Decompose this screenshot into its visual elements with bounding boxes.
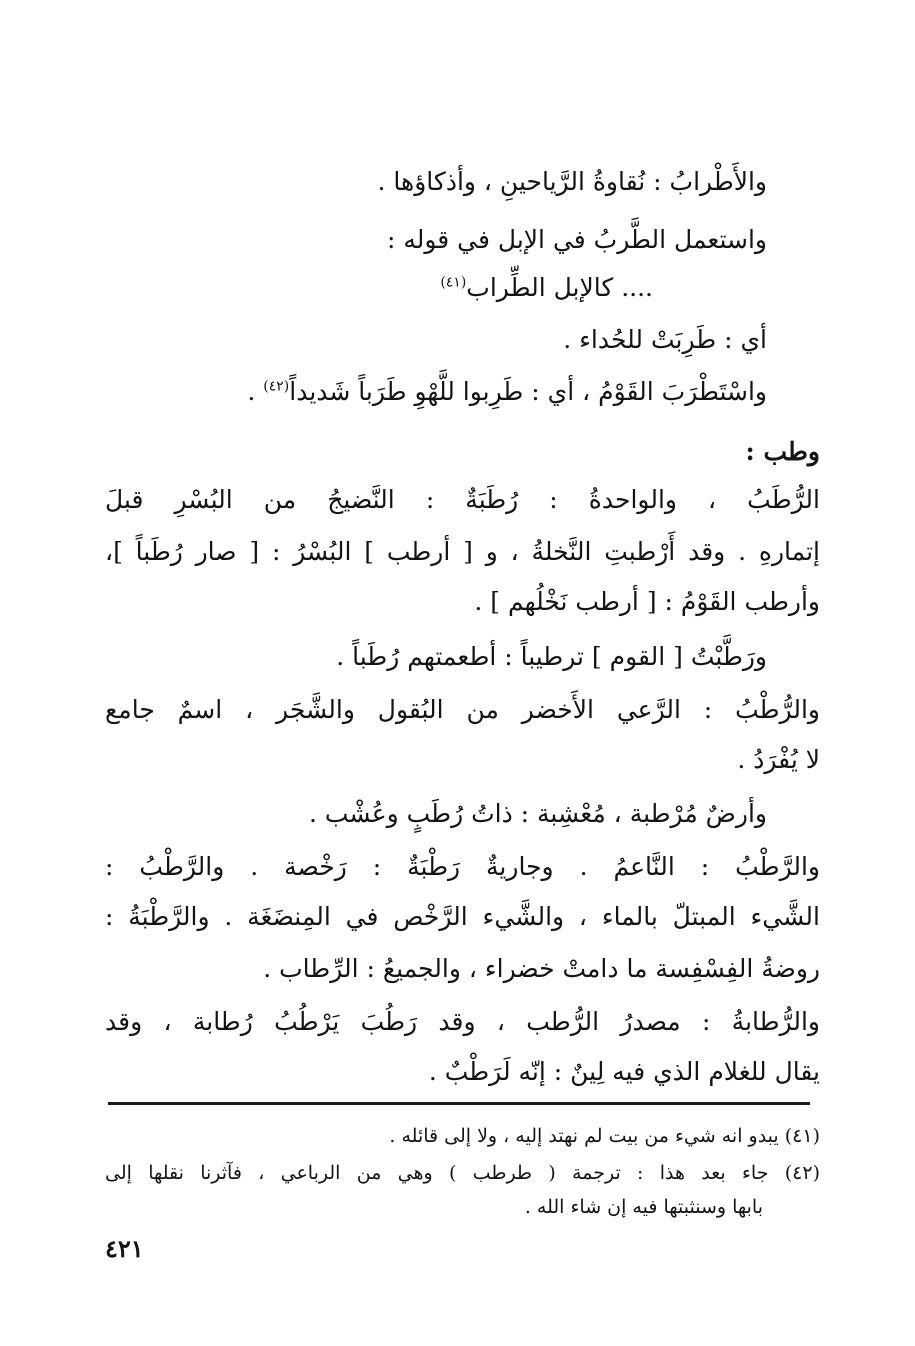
footnote-ref-41: (٤١)	[440, 274, 467, 291]
page-number: ٤٢١	[105, 1234, 144, 1263]
footnote-divider	[108, 1102, 810, 1105]
body-line-8: إتمارهِ . وقد أَرْطبتِ النَّخلةُ ، و [ أرطب ] البُسْرُ : [ صار رُطَباً ]،	[105, 537, 820, 566]
body-line-10: ورَطَّبْتُ [ القوم ] ترطيباً : أطعمتهم رُطَباً .	[336, 642, 767, 671]
body-line-2: واستعمل الطَّربُ في الإبل في قوله :	[386, 225, 767, 254]
body-line-7: الرُّطَبُ ، والواحدةُ : رُطَبَةٌ : النَّضيجُ من البُسْرِ قبلَ	[105, 485, 820, 514]
footnote-42-line-2: بابها وسنثبتها فيه إن شاء الله .	[524, 1196, 763, 1218]
body-line-14: والرَّطْبُ : النَّاعمُ . وجاريةٌ رَطْبَةٌ : رَخْصة . والرَّطْبُ :	[105, 852, 820, 881]
body-line-5-period: .	[247, 377, 256, 406]
footnote-42-line-1: (٤٢) جاء بعد هذا : ترجمة ( طرطب ) وهي من الرباعي ، فآثرنا نقلها إلى	[105, 1162, 820, 1184]
body-line-4: أي : طَرِبَتْ للحُداء .	[563, 325, 767, 354]
body-line-9: وأرطب القَوْمُ : [ أرطب نَخْلُهم ] .	[474, 587, 820, 616]
body-line-5-text: واسْتَطْرَبَ القَوْمُ ، أي : طَرِبوا للَّهْوِ طَرَباً شَديداً	[289, 377, 767, 406]
body-line-5	[107, 370, 767, 414]
body-line-1: والأَطْرابُ : نُقاوةُ الرَّياحينِ ، وأذكاؤها .	[377, 167, 767, 196]
footnote-41: (٤١) يبدو انه شيء من بيت لم نهتد إليه ، ولا إلى قائله .	[389, 1125, 820, 1147]
body-line-11: والرُّطْبُ : الرَّعي الأَخضر من البُقول والشَّجَر ، اسمٌ جامع	[105, 695, 820, 724]
body-line-16: روضةُ الفِسْفِسة ما دامتْ خضراء ، والجميعُ : الرِّطاب .	[263, 954, 820, 983]
entry-heading-ratb: وطب :	[745, 437, 820, 466]
body-line-17: والرُّطابةُ : مصدرُ الرُّطب ، وقد رَطُبَ يَرْطُبُ رُطابة ، وقد	[105, 1007, 820, 1036]
body-line-18: يقال للغلام الذي فيه لِينٌ : إنّه لَرَطْبٌ .	[428, 1057, 820, 1086]
verse-text: .... كالإبل الطِّراب	[466, 273, 653, 302]
footnote-ref-42: (٤٢)	[263, 378, 290, 395]
verse-fragment	[113, 266, 653, 310]
body-line-12: لا يُفْرَدُ .	[737, 745, 820, 774]
body-line-13: وأرضٌ مُرْطبة ، مُعْشِبة : ذاتُ رُطَبٍ وعُشْب .	[308, 799, 767, 828]
body-line-15: الشَّيء المبتلّ بالماء ، والشَّيء الرَّخْص في المِنضَغَة . والرَّطْبَةُ :	[105, 902, 820, 931]
